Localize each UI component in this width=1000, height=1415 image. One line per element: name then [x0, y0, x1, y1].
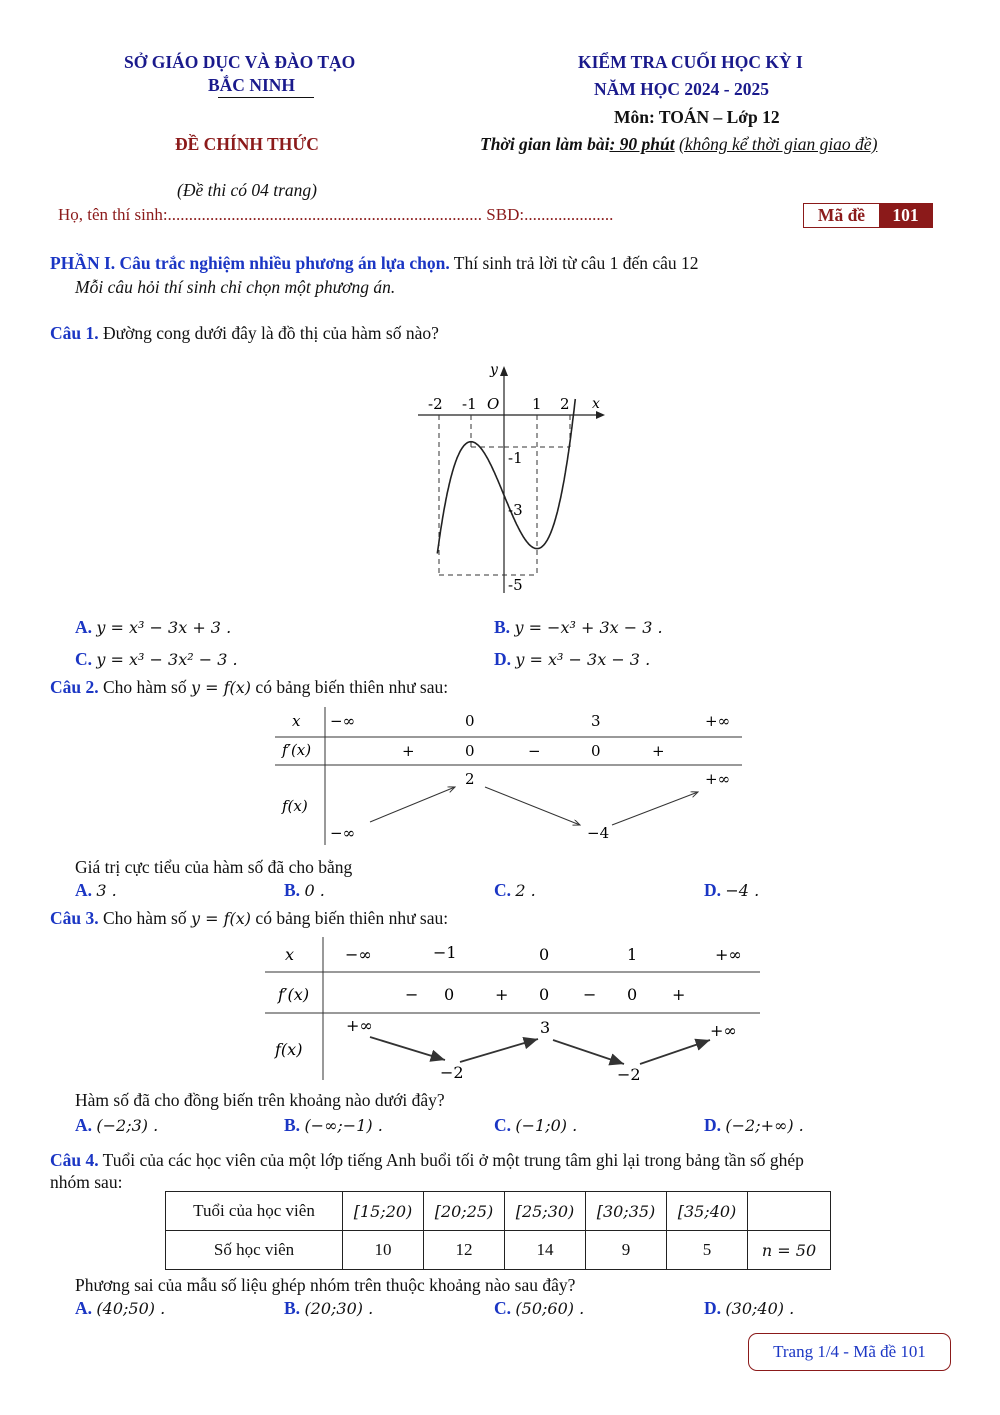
q3-variation-table — [260, 935, 765, 1085]
option-text: (−2;+∞) . — [725, 1116, 804, 1135]
q4-option-b[interactable] — [284, 1298, 373, 1319]
q4-option-d[interactable] — [704, 1298, 794, 1319]
vt-x-label: x — [285, 945, 295, 964]
q3-question: Hàm số đã cho đồng biến trên khoảng nào dưới đây? — [75, 1090, 445, 1110]
q2-question: Giá trị cực tiểu của hàm số đã cho bằng — [75, 857, 353, 877]
table-row — [166, 1231, 831, 1270]
q1-text: Đường cong dưới đây là đồ thị của hàm số nào? — [98, 323, 439, 343]
q4-label: Câu 4. — [50, 1150, 99, 1170]
q1-graph — [410, 358, 620, 598]
q4-option-c[interactable] — [494, 1298, 584, 1319]
q4-frequency-table — [165, 1191, 831, 1270]
table-cell: 9 — [586, 1231, 667, 1270]
q3-label: Câu 3. — [50, 908, 99, 928]
graph-x-tick: -1 — [462, 395, 477, 413]
vt-f-value: 2 — [465, 770, 475, 788]
vt-f-value: +∞ — [346, 1016, 373, 1035]
vt-x-value: +∞ — [705, 712, 731, 730]
q2-variation-table — [268, 705, 748, 850]
vt-f-value: −2 — [440, 1063, 464, 1082]
q3-option-a[interactable] — [75, 1115, 158, 1136]
pages-note: (Đề thi có 04 trang) — [177, 180, 317, 200]
page-footer: Trang 1/4 - Mã đề 101 — [748, 1333, 951, 1371]
table-cell — [748, 1192, 831, 1231]
student-info-line: Họ, tên thí sinh:.......................................................................... SBD:..................... — [58, 205, 614, 224]
vt-sign: + — [495, 985, 509, 1004]
vt-sign: − — [405, 985, 419, 1004]
option-key: A. — [75, 1298, 93, 1318]
graph-y-label: y — [490, 362, 498, 378]
vt-x-value: 0 — [465, 712, 475, 730]
q4-stem — [50, 1150, 804, 1171]
table-cell: [30;35) — [586, 1192, 667, 1231]
graph-origin: O — [487, 395, 500, 413]
q3-stem — [50, 908, 448, 929]
option-key: D. — [704, 880, 722, 900]
vt-x-value: −∞ — [345, 945, 372, 964]
option-key: D. — [494, 649, 512, 669]
exam-code-box — [803, 203, 933, 228]
vt-x-value: 1 — [627, 945, 638, 964]
option-key: A. — [75, 617, 93, 637]
q4-text: Tuổi của các học viên của một lớp tiếng Anh buổi tối ở một trung tâm ghi lại trong bảng tần số ghép — [98, 1150, 804, 1170]
q1-option-a[interactable] — [75, 617, 231, 638]
graph-x-tick: -2 — [428, 395, 443, 413]
table-cell: 12 — [424, 1231, 505, 1270]
option-text: (−2;3) . — [96, 1116, 159, 1135]
part1-instruction: Thí sinh trả lời từ câu 1 đến câu 12 — [449, 253, 699, 273]
option-key: C. — [494, 880, 512, 900]
table-cell: [35;40) — [667, 1192, 748, 1231]
vt-f-label: f(x) — [282, 797, 308, 815]
q4-option-a[interactable] — [75, 1298, 165, 1319]
q3-text-before: Cho hàm số — [98, 908, 191, 928]
option-key: B. — [284, 880, 301, 900]
table-cell: 14 — [505, 1231, 586, 1270]
table-cell: 10 — [343, 1231, 424, 1270]
department-name: SỞ GIÁO DỤC VÀ ĐÀO TẠO — [124, 52, 356, 72]
option-text: (−∞;−1) . — [304, 1116, 383, 1135]
vt-sign: 0 — [591, 742, 601, 760]
time-value: : 90 phút — [609, 134, 675, 154]
table-cell: Tuổi của học viên — [166, 1192, 343, 1231]
q1-stem — [50, 323, 439, 344]
option-text: 2 . — [515, 881, 536, 900]
exam-title: KIỂM TRA CUỐI HỌC KỲ I — [578, 52, 803, 72]
vt-sign: − — [583, 985, 597, 1004]
option-key: C. — [75, 649, 93, 669]
option-text: (40;50) . — [96, 1299, 166, 1318]
option-text: 0 . — [304, 881, 325, 900]
vt-x-label: x — [292, 712, 301, 730]
option-text: (50;60) . — [515, 1299, 585, 1318]
vt-sign: 0 — [627, 985, 638, 1004]
graph-y-tick: -3 — [508, 501, 523, 519]
option-text: y = x³ − 3x − 3 . — [515, 650, 651, 669]
part1-heading — [50, 253, 699, 274]
option-key: B. — [284, 1115, 301, 1135]
vt-sign: + — [652, 742, 665, 760]
vt-x-value: +∞ — [715, 945, 742, 964]
vt-sign: + — [402, 742, 415, 760]
official-label: ĐỀ CHÍNH THỨC — [175, 134, 319, 154]
graph-x-tick: 2 — [560, 395, 570, 413]
vt-f-label: f(x) — [275, 1040, 303, 1059]
q2-func: y = f(x) — [191, 678, 252, 697]
vt-sign: 0 — [539, 985, 550, 1004]
option-key: D. — [704, 1115, 722, 1135]
option-text: (30;40) . — [725, 1299, 795, 1318]
vt-f-value: −2 — [617, 1065, 641, 1084]
vt-f-value: −4 — [587, 824, 610, 842]
vt-x-value: 0 — [539, 945, 550, 964]
part1-note: Mỗi câu hỏi thí sinh chỉ chọn một phương án. — [75, 277, 396, 297]
table-cell: 5 — [667, 1231, 748, 1270]
option-key: C. — [494, 1298, 512, 1318]
vt-sign: + — [672, 985, 686, 1004]
option-text: 3 . — [96, 881, 117, 900]
exam-code-value: 101 — [879, 204, 932, 227]
q3-func: y = f(x) — [191, 909, 252, 928]
vt-f-value: +∞ — [705, 770, 731, 788]
vt-f-value: +∞ — [710, 1021, 737, 1040]
q2-stem — [50, 677, 448, 698]
q3-option-c[interactable] — [494, 1115, 577, 1136]
province-underline — [218, 97, 314, 98]
q4-question: Phương sai của mẫu số liệu ghép nhóm trên thuộc khoảng nào sau đây? — [75, 1275, 576, 1295]
q2-option-b[interactable] — [284, 880, 325, 901]
q1-label: Câu 1. — [50, 323, 99, 343]
time-label: Thời gian làm bài — [480, 134, 610, 154]
table-cell: Số học viên — [166, 1231, 343, 1270]
q2-option-a[interactable] — [75, 880, 117, 901]
vt-f-value: 3 — [540, 1018, 551, 1037]
graph-y-tick: -1 — [508, 449, 523, 467]
q2-text-before: Cho hàm số — [98, 677, 191, 697]
q4-stem-line2: nhóm sau: — [50, 1172, 123, 1192]
q1-curve — [437, 399, 575, 554]
option-text: (−1;0) . — [515, 1116, 578, 1135]
option-key: A. — [75, 880, 93, 900]
q2-text-after: có bảng biến thiên như sau: — [251, 677, 449, 697]
graph-x-label: x — [592, 396, 600, 412]
q2-option-d[interactable] — [704, 880, 759, 901]
q1-option-b[interactable] — [494, 617, 663, 638]
q1-option-d[interactable] — [494, 649, 650, 670]
vt-x-value: −∞ — [330, 712, 356, 730]
graph-x-tick: 1 — [532, 395, 542, 413]
table-cell: n = 50 — [748, 1231, 831, 1270]
table-cell: [25;30) — [505, 1192, 586, 1231]
option-key: B. — [284, 1298, 301, 1318]
q3-option-b[interactable] — [284, 1115, 383, 1136]
option-text: y = x³ − 3x² − 3 . — [96, 650, 238, 669]
exam-code-label: Mã đề — [817, 205, 866, 225]
time-note: (không kể thời gian giao đề) — [679, 134, 878, 154]
option-key: B. — [494, 617, 511, 637]
vt-x-value: −1 — [433, 943, 457, 962]
q2-label: Câu 2. — [50, 677, 99, 697]
subject-line: Môn: TOÁN – Lớp 12 — [614, 107, 780, 127]
q3-text-after: có bảng biến thiên như sau: — [251, 908, 449, 928]
school-year: NĂM HỌC 2024 - 2025 — [594, 79, 769, 99]
table-cell: [15;20) — [343, 1192, 424, 1231]
option-text: (20;30) . — [304, 1299, 374, 1318]
vt-x-value: 3 — [591, 712, 601, 730]
option-text: y = x³ − 3x + 3 . — [96, 618, 232, 637]
table-row — [166, 1192, 831, 1231]
q3-option-d[interactable] — [704, 1115, 804, 1136]
q2-option-c[interactable] — [494, 880, 536, 901]
vt-sign: 0 — [465, 742, 475, 760]
q1-option-c[interactable] — [75, 649, 238, 670]
option-key: D. — [704, 1298, 722, 1318]
option-key: C. — [494, 1115, 512, 1135]
vt-fp-label: f′(x) — [278, 985, 310, 1004]
part1-title: PHẦN I. Câu trắc nghiệm nhiều phương án lựa chọn. — [50, 253, 450, 273]
option-key: A. — [75, 1115, 93, 1135]
vt-f-value: −∞ — [330, 824, 356, 842]
option-text: −4 . — [725, 881, 760, 900]
option-text: y = −x³ + 3x − 3 . — [514, 618, 663, 637]
graph-y-tick: -5 — [508, 576, 523, 594]
time-line — [480, 134, 877, 155]
province-name: BẮC NINH — [208, 75, 296, 95]
vt-sign: − — [528, 742, 541, 760]
vt-sign: 0 — [444, 985, 455, 1004]
table-cell: [20;25) — [424, 1192, 505, 1231]
vt-fp-label: f′(x) — [282, 741, 312, 759]
